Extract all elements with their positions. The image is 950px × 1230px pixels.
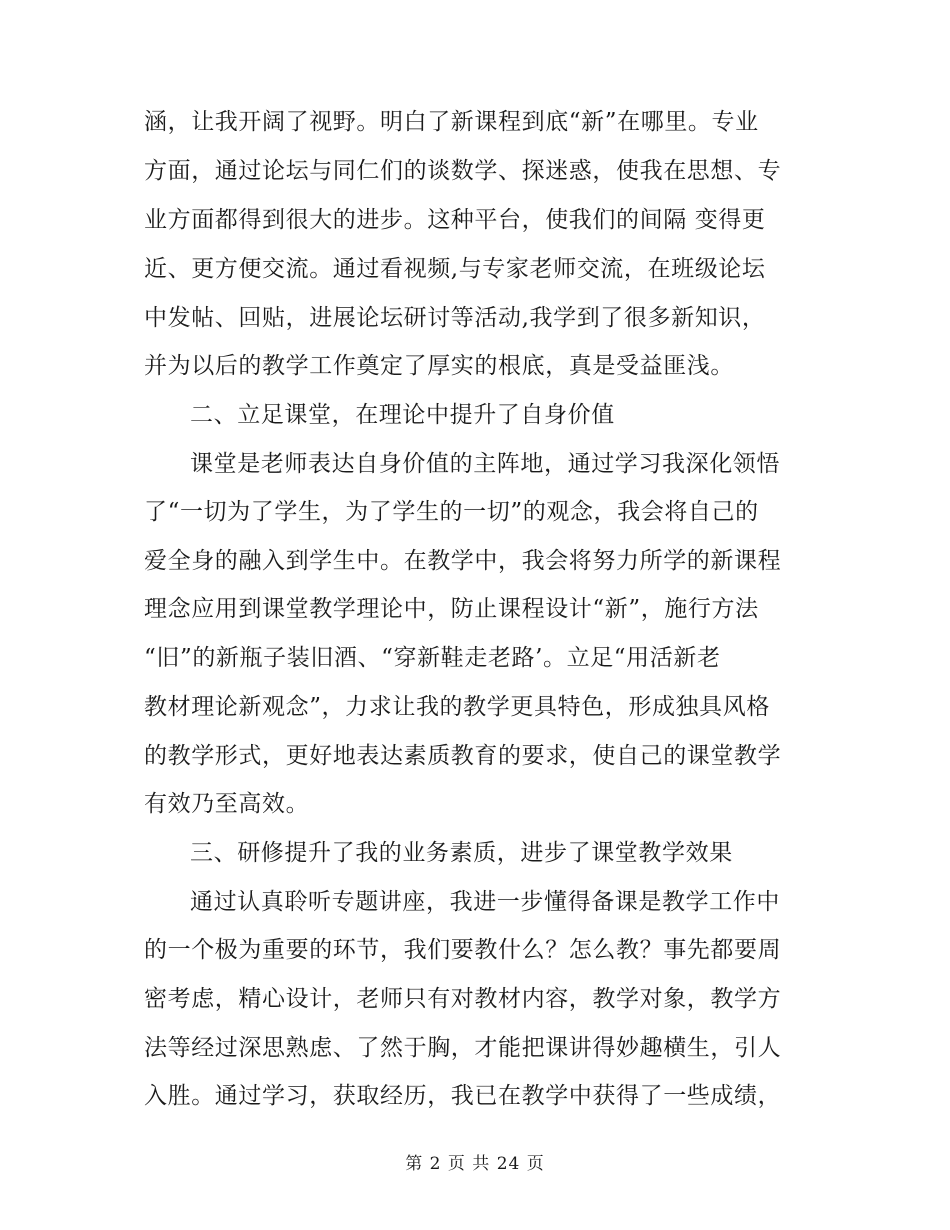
text-line: 法等经过深思熟虑、了然于胸，才能把课讲得妙趣横生，引人	[144, 1035, 782, 1061]
text-line: 有效乃至高效。	[144, 791, 310, 817]
text-line: 理念应用到课堂教学理论中，防止课程设计“新”，施行方法	[144, 596, 759, 622]
text-line: 方面，通过论坛与同仁们的谈数学、探迷惑，使我在思想、专	[144, 158, 782, 184]
section-heading: 三、研修提升了我的业务素质，进步了课堂教学效果	[190, 840, 733, 866]
text-line: 了“一切为了学生，为了学生的一切”的观念，我会将自己的	[144, 499, 759, 525]
text-line: 近、更方便交流。通过看视频,与专家老师交流，在班级论坛	[144, 256, 766, 282]
text-line: 业方面都得到很大的进步。这种平台，使我们的间隔 变得更	[144, 207, 766, 233]
text-line: 中发帖、回贴，进展论坛研讨等活动,我学到了很多新知识，	[144, 305, 766, 331]
text-line: 涵，让我开阔了视野。明白了新课程到底“新”在哪里。专业	[144, 109, 759, 135]
text-line: 教材理论新观念”，力求让我的教学更具特色，形成独具风格	[144, 694, 770, 720]
text-line: 通过认真聆听专题讲座，我进一步懂得备课是教学工作中	[190, 889, 780, 915]
page-number-footer: 第 2 页 共 24 页	[405, 1154, 545, 1174]
text-line: 密考虑，精心设计，老师只有对教材内容，教学对象，教学方	[144, 986, 782, 1012]
text-line: 入胜。通过学习，获取经历，我已在教学中获得了一些成绩，	[144, 1083, 782, 1109]
text-line: 课堂是老师表达自身价值的主阵地，通过学习我深化领悟	[190, 451, 780, 477]
text-line: “旧”的新瓶子装旧酒、“穿新鞋走老路’。立足“用活新老	[144, 645, 721, 671]
text-line: 的教学形式，更好地表达素质教育的要求，使自己的课堂教学	[144, 743, 782, 769]
text-line: 的一个极为重要的环节，我们要教什么？怎么教？事先都要周	[144, 937, 782, 963]
text-line: 爱全身的融入到学生中。在教学中，我会将努力所学的新课程	[144, 548, 782, 574]
section-heading: 二、立足课堂，在理论中提升了自身价值	[190, 402, 615, 428]
text-line: 并为以后的教学工作奠定了厚实的根底，真是受益匪浅。	[144, 353, 734, 379]
